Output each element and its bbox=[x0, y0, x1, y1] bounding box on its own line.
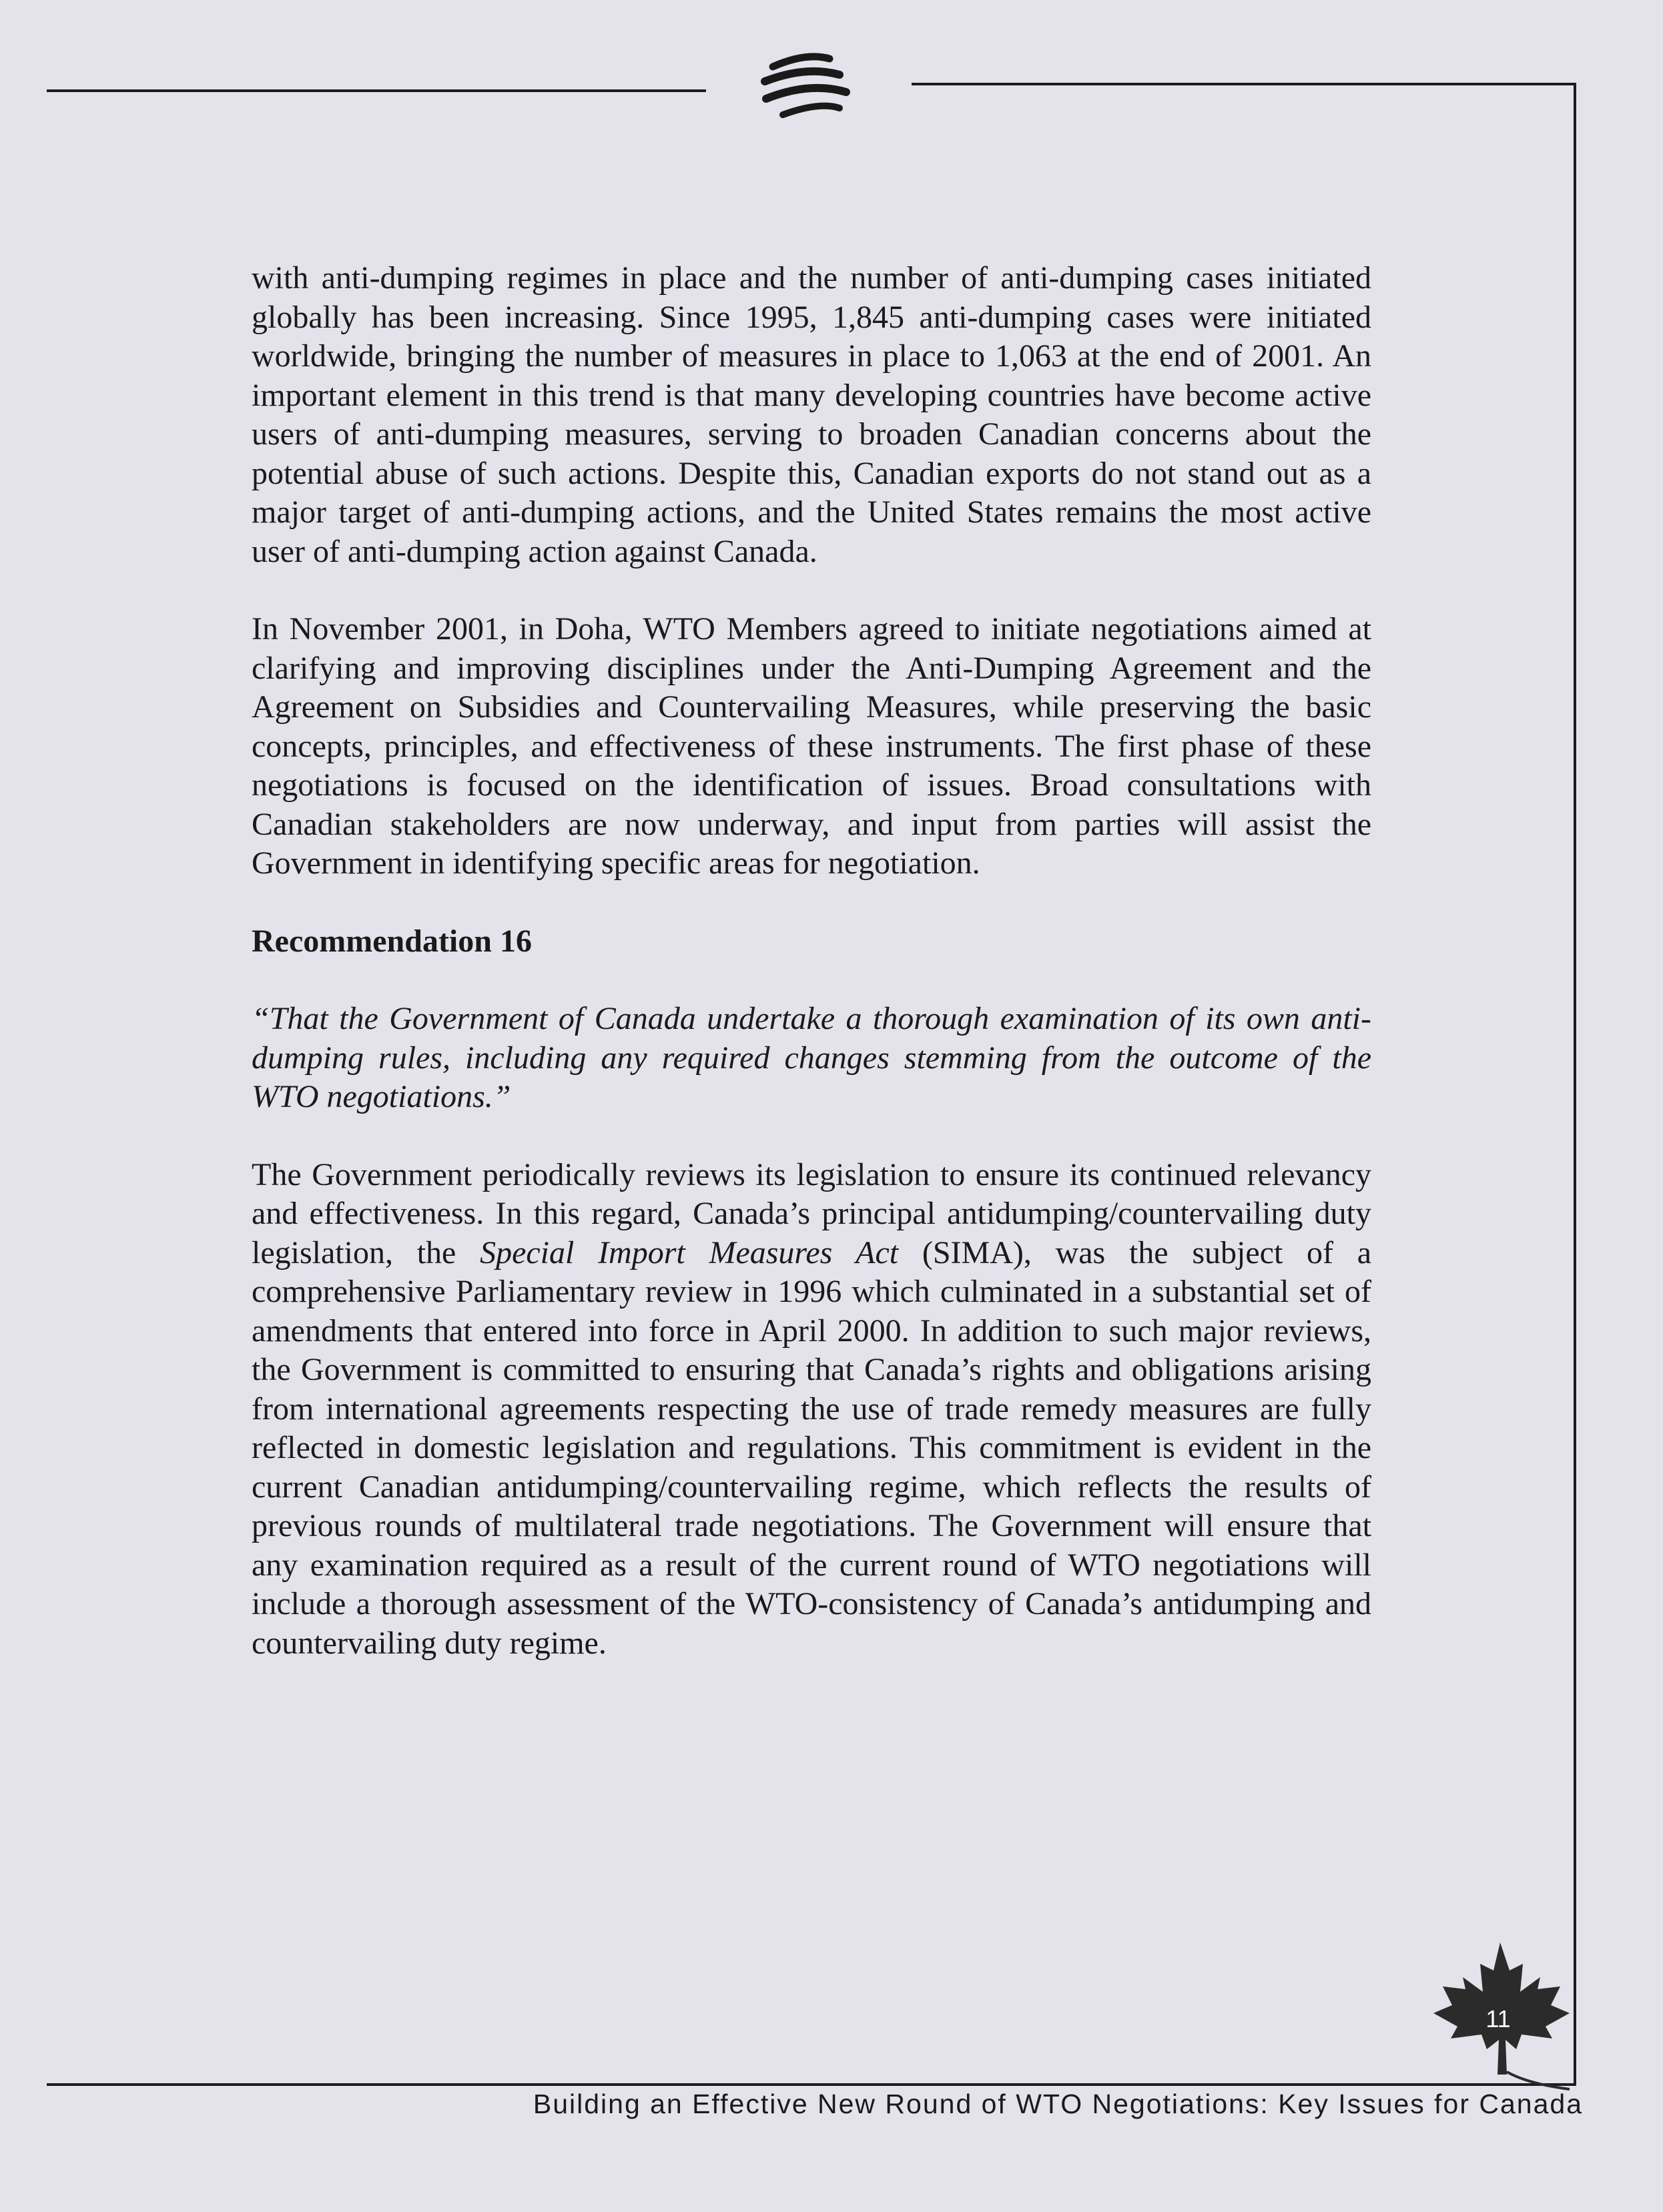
paragraph-doha-negotiations: In November 2001, in Doha, WTO Members agreed to initiate negotiations aimed at clarifying and improving disciplines under the Anti-Dumping Agreement and the Agreement on Subsidies and Countervailing Measures, while preserving the basic concepts, principles, and effectiveness of these instruments. The first phase of these negotiations is focused on the identification of issues. Broad consultations with Canadian stakeholders are now underway, and input from parties will assist the Government in identifying specific areas for negotiation. bbox=[252, 611, 1371, 881]
header-rule-left bbox=[47, 89, 706, 92]
footer-rule bbox=[47, 2083, 1576, 2086]
wto-logo-icon bbox=[746, 40, 860, 140]
body-text bbox=[252, 259, 1371, 1702]
paragraph-antidumping-trends: with anti-dumping regimes in place and the number of anti-dumping cases initiated globally has been increasing. Since 1995, 1,845 anti-dumping cases were initiated worldwide, bringing the number of measures in place to 1,063 at the end of 2001. An important element in this trend is that many developing countries have become active users of anti-dumping measures, serving to broaden Canadian concerns about the potential abuse of such actions. Despite this, Canadian exports do not stand out as a major target of anti-dumping actions, and the United States remains the most active user of anti-dumping action against Canada. bbox=[252, 260, 1371, 569]
recommendation-heading: Recommendation 16 bbox=[252, 923, 532, 959]
footer-title: Building an Effective New Round of WTO Negotiations: Key Issues for Canada bbox=[533, 2089, 1583, 2119]
page-number: 11 bbox=[1485, 2005, 1511, 2033]
page-frame-right-rule bbox=[1574, 83, 1576, 2085]
paragraph-government-response bbox=[252, 1156, 1371, 1664]
response-text-end: (SIMA), was the subject of a comprehensive Parliamentary review in 1996 which culminated in a substantial set of amendments that entered into force in April 2000. In addition to such major reviews, the Government is committed to ensuring that Canada’s rights and obligations arising from international agreements respecting the use of trade remedy measures are fully reflected in domestic legislation and regulations. This commitment is evident in the current Canadian antidumping/countervailing regime, which reflects the results of previous rounds of multilateral trade negotiations. The Government will ensure that any examination required as a result of the current round of WTO negotiations will include a thorough assessment of the WTO-consistency of Canada’s antidumping and countervailing duty regime. bbox=[252, 1234, 1372, 1661]
recommendation-quote: “That the Government of Canada undertake a thorough examination of its own anti-dumping rules, including any required changes stemming from the outcome of the WTO negotiations.” bbox=[252, 1001, 1371, 1114]
sima-act-title: Special Import Measures Act bbox=[480, 1234, 899, 1270]
response-text-start: The Government periodically reviews its legislation to ensure its continued relevancy and effectiveness. In this regard, Canada’s principal antidumping/countervailing duty legislation, the bbox=[252, 1156, 1371, 1270]
header-rule-right bbox=[912, 83, 1576, 85]
